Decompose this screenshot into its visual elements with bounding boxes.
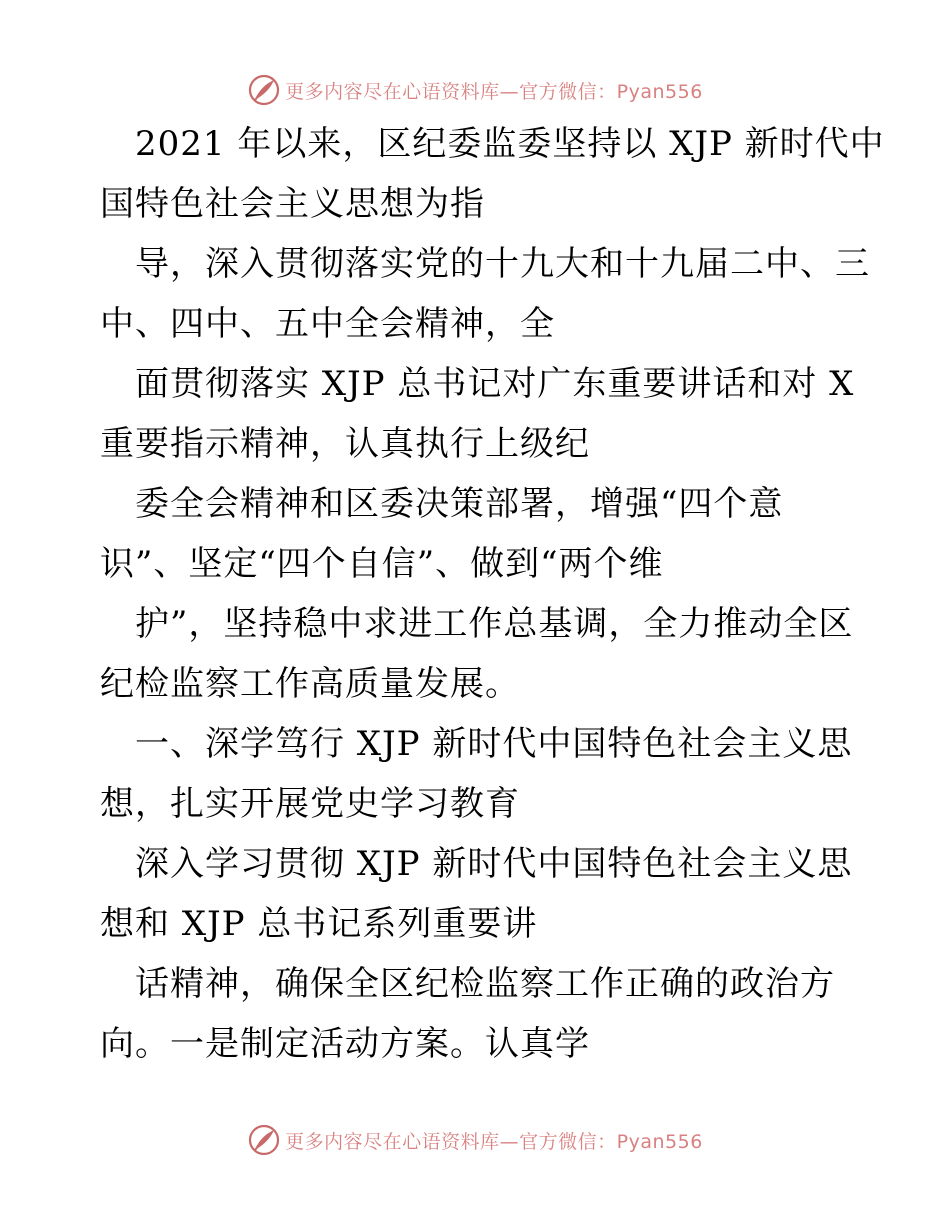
footer-watermark [0, 1122, 950, 1158]
paragraph-line: 向。一是制定活动方案。认真学 [100, 1024, 590, 1064]
section-heading-line: 想，扎实开展党史学习教育 [100, 784, 520, 824]
paragraph-line: 委全会精神和区委决策部署，增强“四个意 [135, 484, 784, 524]
watermark-text: 更多内容尽在心语资料库—官方微信：Pyan556 [285, 80, 703, 103]
header-watermark [0, 72, 950, 108]
quill-logo-icon [247, 1123, 281, 1157]
paragraph-line: 想和 XJP 总书记系列重要讲 [100, 904, 538, 944]
paragraph-line: 面贯彻落实 XJP 总书记对广东重要讲话和对 X [135, 364, 855, 404]
paragraph-line: 中、四中、五中全会精神，全 [100, 304, 555, 344]
paragraph-line: 重要指示精神，认真执行上级纪 [100, 424, 590, 464]
paragraph-line: 深入学习贯彻 XJP 新时代中国特色社会主义思 [135, 844, 853, 884]
paragraph-line: 导，深入贯彻落实党的十九大和十九届二中、三 [135, 244, 870, 284]
paragraph-line: 纪检监察工作高质量发展。 [100, 664, 520, 704]
paragraph-line: 国特色社会主义思想为指 [100, 184, 485, 224]
paragraph-line: 2021 年以来，区纪委监委坚持以 XJP 新时代中 [135, 124, 885, 164]
paragraph-line: 识”、坚定“四个自信”、做到“两个维 [100, 544, 664, 584]
paragraph-line: 护”，坚持稳中求进工作总基调，全力推动全区 [135, 604, 854, 644]
quill-logo-icon [247, 73, 281, 107]
paragraph-line: 话精神，确保全区纪检监察工作正确的政治方 [135, 964, 835, 1004]
section-heading-line: 一、深学笃行 XJP 新时代中国特色社会主义思 [135, 724, 853, 764]
watermark-text: 更多内容尽在心语资料库—官方微信：Pyan556 [285, 1130, 703, 1153]
